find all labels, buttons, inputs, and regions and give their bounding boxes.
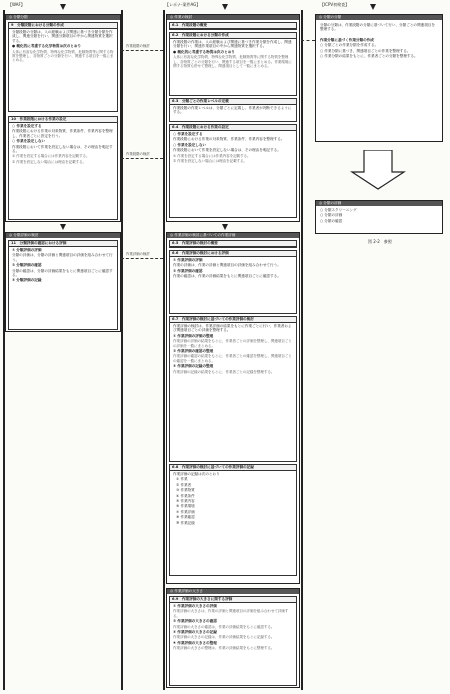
middle-sub-5 bbox=[169, 240, 297, 248]
left-sub-3 bbox=[8, 240, 118, 330]
section-header: ◎ 分類の評価 bbox=[316, 201, 442, 206]
list-text: 作業評価の評価の結果をもとに、作業者ごとの評価を整理し、関連項目ごとの評価を一覧にまとめる。 bbox=[173, 339, 292, 348]
flow-label: 作業評価の検討 bbox=[126, 252, 150, 256]
list-text: 分類の確認は、分類の評価結果をもとに関連項目ごとに確認する。 bbox=[12, 268, 113, 278]
sub-title: 11 分類評価の確認における評価 bbox=[9, 241, 117, 247]
middle-column-header: 【レポナ-案件AG】 bbox=[165, 2, 201, 7]
middle-sub-8 bbox=[169, 464, 297, 576]
middle-sub-4 bbox=[169, 124, 297, 218]
body-text: 作業段階の作業は、入の経験および関連に基づき作業分類を作成し、関連分類を行い、関連作業項目の中から関連物質を選択する。 bbox=[173, 40, 292, 49]
middle-column-left-line bbox=[163, 10, 165, 690]
flow-connector bbox=[121, 258, 163, 259]
sub-title: 6.5 作業評価の検討の概要 bbox=[170, 241, 296, 247]
subheading: 作業分類に基づく作業分類の作成 bbox=[320, 37, 374, 42]
list-item: ○ 分類の確認 bbox=[320, 218, 343, 223]
left-column-header: 【WAF】 bbox=[8, 2, 25, 7]
left-sub-2 bbox=[8, 116, 118, 220]
middle-sub-3 bbox=[169, 98, 297, 122]
sub-title: 6.8 作業評価の検討に基づいての作業評価の記録 bbox=[170, 465, 296, 471]
flow-connector bbox=[121, 158, 163, 159]
down-arrow-icon bbox=[222, 4, 228, 10]
list-item: ① 作業を設定する場合には作業内容を記載する。 bbox=[173, 153, 251, 158]
option-label: ○ 作業を設定しない bbox=[173, 142, 207, 147]
figure-caption: 図 2-2 参照 bbox=[368, 239, 392, 244]
middle-sub-1 bbox=[169, 22, 297, 30]
bullet-text: ● 概化的に考慮する化学物質は次のとおり bbox=[12, 44, 82, 49]
list-item: ○ 分類の評価 bbox=[320, 213, 343, 218]
list-item: ⑥ 作業環境 bbox=[176, 504, 195, 509]
list-text: 作業評価の大きさの確認は、作業の評価結果をもとに確認する。 bbox=[173, 624, 275, 629]
list-label: ③ 分類評価の記録 bbox=[12, 278, 42, 283]
option-label: ○ 作業を設定する bbox=[173, 132, 203, 136]
list-item: ⑨ 作業記録 bbox=[176, 520, 195, 525]
list-item: ② 作業者 bbox=[176, 482, 192, 487]
list-item: ① 作業 bbox=[176, 477, 188, 482]
list-label: ④ 作業評価の大きさの整理 bbox=[173, 640, 217, 645]
list-label: ① 作業評価の大きさの評価 bbox=[173, 604, 217, 608]
list-label: ① 分類評価の評価 bbox=[12, 248, 42, 252]
large-down-arrow-icon bbox=[350, 150, 406, 190]
bullet-text: ● 概化的に考慮する物質は次のとおり bbox=[173, 49, 235, 54]
sub-title: 6.7 作業評価の検討に基づいての作業評価の検討 bbox=[170, 317, 296, 323]
list-item: ④ 作業条件 bbox=[176, 493, 195, 498]
sub-title: 6.2 作業段階における分類の作成 bbox=[170, 33, 296, 39]
section-header: ◎ 分類の分類 bbox=[316, 15, 442, 20]
section-header: ◎ 作業評価の検討に基づいての作業評価 bbox=[167, 233, 299, 238]
list-item: ⑧ 作業確認 bbox=[176, 515, 195, 520]
list-text: 作業評価の確認の結果をもとに、作業者ごとの確認を整理し、関連項目ごとの確認を一覧にまとめる。 bbox=[173, 354, 292, 363]
sub-title: 6.9 作業評価の大きさに関する評価 bbox=[170, 597, 296, 603]
left-section-2 bbox=[5, 232, 121, 332]
section-header: ◎ 分類分類 bbox=[6, 15, 120, 20]
list-text: 分類の評価は、分類の評価と関連項目の評価を組み合わせて行う。 bbox=[12, 253, 113, 262]
flow-connector bbox=[301, 40, 315, 41]
list-label: ③ 作業評価の記録の整理 bbox=[173, 364, 214, 369]
section-header: ◎ 作業の検討 bbox=[167, 15, 299, 20]
sub-title: 6.4 作業段階における作業の設定 bbox=[170, 125, 296, 131]
body-text: 分類段階の分類は、入の経験および関連に基づき分類分類を作成し、関連分類を行い、関連分類項目の中から関連物質を選択する。 bbox=[12, 30, 113, 43]
list-item: ③ 作業物質 bbox=[176, 488, 195, 493]
right-section-2 bbox=[315, 200, 443, 234]
sub-title: 6.6 作業評価の検討における評価 bbox=[170, 251, 296, 257]
list-text: 作業の評価は、作業の評価と関連項目の評価を組み合わせて行う。 bbox=[173, 263, 281, 268]
list-item: ② 作業を設定しない場合には理由を記載する。 bbox=[12, 159, 87, 164]
left-column-right-line bbox=[121, 10, 123, 690]
body-text: 作業段階の作業レベルは、分類ごとに定義し、作業者が判断できるようにする。 bbox=[173, 106, 292, 115]
option-text: 作業段階において作業を設定しない場合は、その理由を明記する。 bbox=[173, 148, 281, 153]
flow-connector bbox=[121, 50, 163, 51]
detail-text: 人体に有害な化学物質、特殊な化学物質、危険物質等に関する物質を整理し、各物質ごとの分類を行い、関連する項目を一覧にまとめる。 bbox=[12, 49, 114, 63]
middle-sub-6 bbox=[169, 250, 297, 314]
list-label: ② 分類評価の確認 bbox=[12, 263, 42, 268]
down-arrow-icon bbox=[222, 224, 228, 230]
option-label: ○ 作業を設定する bbox=[12, 124, 42, 128]
down-arrow-icon bbox=[370, 4, 376, 10]
flow-label: 作業段階の検討 bbox=[126, 152, 150, 156]
list-label: ② 作業評価の確認の整理 bbox=[173, 349, 214, 354]
list-label: ① 作業評価の評価の整理 bbox=[173, 333, 214, 338]
body-text: 作業評価の検討は、作業評価の結果をもとに作業ごとに行い、作業者および関連項目ごとの評価を整理する。 bbox=[173, 324, 292, 333]
body-text: ○ 作業分類の結果をもとに、作業者ごとの分類を整理する。 bbox=[320, 54, 418, 59]
option-text: 作業段階において作業を設定しない場合は、その理由を明記する。 bbox=[12, 144, 113, 154]
middle-section-2 bbox=[166, 232, 300, 584]
middle-section-3 bbox=[166, 588, 300, 688]
flow-label: 作業段階の検討 bbox=[126, 44, 150, 48]
sub-title: 9 分類段階における分類の作成 bbox=[9, 23, 117, 29]
list-text: 作業評価の大きさの記録は、作業の評価結果をもとに記録する。 bbox=[173, 635, 275, 640]
right-section-1 bbox=[315, 14, 443, 142]
detail-text: 人体に有害な化学物質、特殊な化学物質、危険物質等に関する物質を整理し、各物質ごとの分類を行い、関連する項目を一覧にまとめる。作業環境に関する物質も併せて整理し、関連項目として一覧にまとめる。 bbox=[173, 55, 292, 69]
list-label: ② 作業評価の大きさの確認 bbox=[173, 619, 217, 624]
down-arrow-icon bbox=[60, 4, 66, 10]
list-label: ① 作業評価の評価 bbox=[173, 258, 203, 262]
right-column-header: 【ICPV初検査】 bbox=[320, 2, 350, 7]
list-item: ⑤ 作業内容 bbox=[176, 499, 195, 504]
middle-sub-9 bbox=[169, 596, 297, 686]
list-text: 作業評価の大きさは、作業の評価と関連項目の評価を組み合わせて評価する。 bbox=[173, 609, 289, 618]
body-text: 分類の分類は、作業段階の分類に基づいて行い、分類ごとの関連項目を整理する。 bbox=[320, 23, 435, 32]
option-text: 作業段階における作業の対象物質、作業条件、作業内容を整理し、作業者ごとに設定を行う。 bbox=[12, 129, 113, 138]
option-label: ○ 作業を設定しない bbox=[12, 139, 46, 144]
sub-title: 10 作業段階における作業の設定 bbox=[9, 117, 117, 123]
list-text: 作業の確認は、作業の評価結果をもとに関連項目ごとに確認する。 bbox=[173, 274, 281, 279]
list-text: 作業評価の記録の結果をもとに、作業者ごとの記録を整理する。 bbox=[173, 369, 275, 374]
section-header: ◎ 分類評価の検討 bbox=[6, 233, 120, 238]
left-section-1 bbox=[5, 14, 121, 222]
middle-sub-7 bbox=[169, 316, 297, 462]
list-item: ② 作業を設定しない場合には理由を記載する。 bbox=[173, 159, 248, 164]
sub-title: 6.1 作業段階の概要 bbox=[170, 23, 296, 29]
body-text: 作業評価の記録は次のとおり bbox=[173, 472, 220, 476]
middle-sub-2 bbox=[169, 32, 297, 96]
list-label: ② 作業評価の確認 bbox=[173, 268, 203, 273]
middle-section-1 bbox=[166, 14, 300, 222]
section-header: ◎ 作業評価の大きさ bbox=[167, 589, 299, 594]
list-label: ③ 作業評価の大きさの記録 bbox=[173, 630, 217, 635]
left-sub-1 bbox=[8, 22, 118, 112]
down-arrow-icon bbox=[60, 224, 66, 230]
sub-title: 6.3 分類ごとの作業レベルの定義 bbox=[170, 99, 296, 105]
list-item: ○ 分類スクリーニング bbox=[320, 208, 357, 212]
body-text: ○ 分類ごとの作業分類を作成する。 bbox=[320, 43, 379, 48]
option-text: 作業段階における作業の対象物質、作業条件、作業内容を整理する。 bbox=[173, 137, 285, 142]
list-item: ① 作業を設定する場合には作業内容を記載する。 bbox=[12, 154, 90, 159]
body-text: ○ 作業分類に基づき、関連項目ごとの作業を整理する。 bbox=[320, 48, 411, 53]
list-text: 作業評価の大きさの整理は、作業の評価結果をもとに整理する。 bbox=[173, 646, 275, 651]
middle-column-right-line bbox=[301, 10, 303, 690]
list-item: ⑦ 作業評価 bbox=[176, 509, 195, 514]
